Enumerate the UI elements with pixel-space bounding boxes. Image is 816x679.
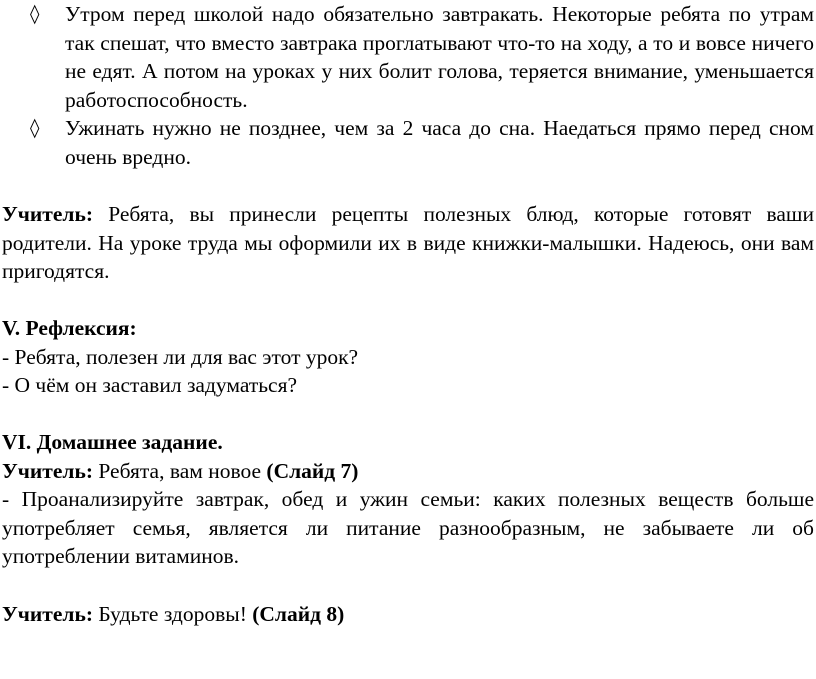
bullet-text-dinner: Ужинать нужно не позднее, чем за 2 часа до сна. Наедаться прямо перед сном очень вредно.	[65, 116, 814, 169]
teacher-recipes-text: Ребята, вы принесли рецепты полезных блюд, которые готовят ваши родители. На уроке труда мы оформили их в виде книжки-малышки. Надеюсь, они вам пригодятся.	[2, 202, 814, 284]
bullet-item-breakfast	[30, 0, 814, 114]
speaker-label: Учитель:	[2, 602, 93, 626]
diamond-bullet-icon: ◊	[30, 3, 40, 25]
reflection-question: - Ребята, полезен ли для вас этот урок?	[2, 344, 359, 369]
speaker-label: Учитель:	[2, 458, 93, 483]
bullet-list	[30, 0, 814, 172]
farewell-text: Будьте здоровы!	[93, 602, 253, 626]
speaker-label: Учитель:	[2, 202, 93, 226]
bullet-item-dinner	[30, 114, 814, 171]
teacher-recipes-paragraph	[2, 200, 814, 286]
homework-intro-line	[2, 457, 814, 486]
bullet-text-breakfast: Утром перед школой надо обязательно завтракать. Некоторые ребята по утрам так спешат, что вместо завтрака проглатывают что-то на ходу, а то и вовсе ничего не едят. А потом на уроках у них болит голова, теряется внимание, уменьшается работоспособность.	[65, 2, 814, 112]
reflection-section	[2, 314, 814, 400]
homework-intro-text: Ребята, вам новое	[93, 458, 267, 483]
homework-heading: VI. Домашнее задание.	[2, 430, 223, 454]
homework-section	[2, 428, 814, 571]
reflection-heading: V. Рефлексия:	[2, 316, 137, 340]
farewell-paragraph	[2, 600, 814, 629]
slide-reference: (Слайд 8)	[252, 602, 345, 626]
diamond-bullet-icon: ◊	[30, 117, 40, 140]
slide-reference: (Слайд 7)	[266, 458, 359, 483]
homework-task-text: - Проанализируйте завтрак, обед и ужин семьи: каких полезных веществ больше употребляет семья, является ли питание разнообразным, не забываете ли об употреблении витаминов.	[2, 487, 814, 569]
reflection-question: - О чём он заставил задуматься?	[2, 373, 298, 398]
